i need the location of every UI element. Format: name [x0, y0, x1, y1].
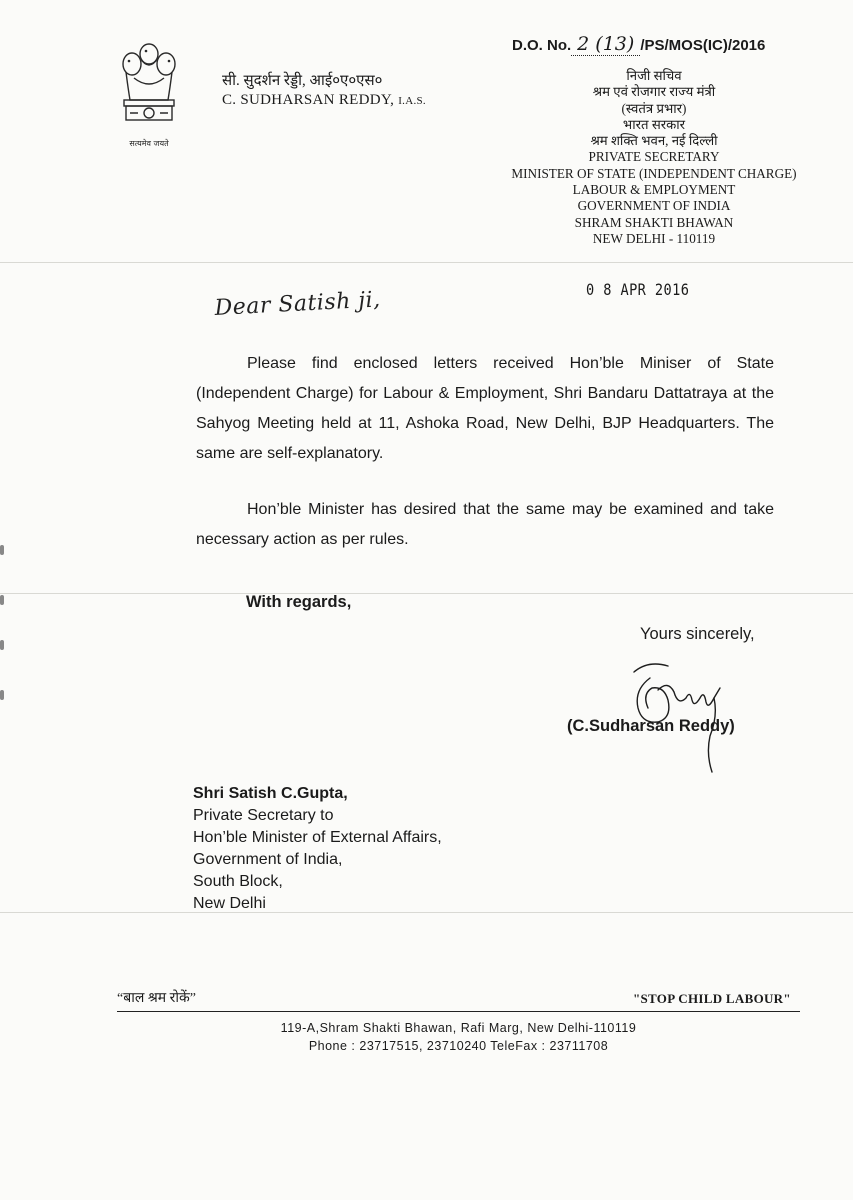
office-line: श्रम एवं रोजगार राज्य मंत्री: [592, 84, 716, 100]
punch-mark: [0, 690, 4, 700]
sender-name-hindi: सी. सुदर्शन रेड्डी, आई०ए०एस०: [222, 73, 383, 89]
sender-name-english: [222, 92, 426, 109]
punch-mark: [0, 640, 4, 650]
office-line: (स्वतंत्र प्रभार): [621, 100, 687, 116]
punch-mark: [0, 545, 4, 555]
signature-icon: [628, 650, 738, 780]
recipient-line: Government of India,: [193, 851, 343, 868]
paper-fold: [0, 593, 853, 594]
office-line: MINISTER OF STATE (INDEPENDENT CHARGE): [511, 165, 797, 181]
office-line: NEW DELHI - 110119: [592, 230, 716, 246]
punch-mark: [0, 595, 4, 605]
office-line: PRIVATE SECRETARY: [588, 149, 720, 165]
footer-divider: [117, 1011, 800, 1012]
paper-fold: [0, 262, 853, 263]
slogan-hindi: “बाल श्रम रोकें”: [117, 991, 196, 1006]
body-paragraph: Please find enclosed letters received Hon’ble Miniser of State (Independent Charge) for Labour & Employment, Shri Bandaru Dattatraya at the Sahyog Meeting held at 11, Ashoka Road, New Delhi, BJP Headquarters. The same are self-explanatory.: [196, 355, 774, 462]
office-address-block: [480, 52, 828, 247]
slogan-english: "STOP CHILD LABOUR": [633, 991, 791, 1006]
office-line: श्रम शक्ति भवन, नई दिल्ली: [590, 133, 718, 149]
office-line: निजी सचिव: [626, 68, 682, 83]
recipient-name: Shri Satish C.Gupta,: [193, 785, 348, 802]
office-line: SHRAM SHAKTI BHAWAN: [574, 214, 734, 230]
body-paragraph: Hon’ble Minister has desired that the same may be examined and take necessary action as per rules.: [196, 501, 774, 548]
office-line: LABOUR & EMPLOYMENT: [572, 182, 736, 198]
footer-contact-line: Phone : 23717515, 23710240 TeleFax : 23711708: [308, 1039, 609, 1053]
date-stamp: 0 8 APR 2016: [586, 280, 690, 299]
recipient-line: Hon’ble Minister of External Affairs,: [193, 829, 442, 846]
recipient-address: [193, 783, 442, 915]
recipient-line: Private Secretary to: [193, 807, 334, 824]
regards-line: With regards,: [246, 593, 352, 611]
office-line: भारत सरकार: [622, 116, 686, 132]
signer-name: (C.Sudharsan Reddy): [567, 717, 735, 735]
emblem-motto: सत्यमेव जयते: [129, 139, 169, 148]
do-handwritten-number: 2 (13): [571, 33, 640, 56]
recipient-line: New Delhi: [193, 895, 266, 912]
sender-name-text: C. SUDHARSAN REDDY,: [222, 92, 395, 108]
recipient-line: South Block,: [193, 873, 283, 890]
sender-suffix: I.A.S.: [398, 95, 426, 107]
office-line: GOVERNMENT OF INDIA: [577, 198, 731, 214]
national-emblem-icon: [116, 38, 182, 150]
handwritten-salutation: Dear Satish ji,: [214, 287, 382, 321]
footer-address: [117, 1019, 800, 1055]
do-prefix: D.O. No.: [512, 37, 572, 54]
do-suffix: /PS/MOS(IC)/2016: [640, 37, 766, 54]
closing-line: Yours sincerely,: [640, 625, 755, 643]
footer-address-line: 119-A,Shram Shakti Bhawan, Rafi Marg, New Delhi-110119: [280, 1021, 637, 1035]
